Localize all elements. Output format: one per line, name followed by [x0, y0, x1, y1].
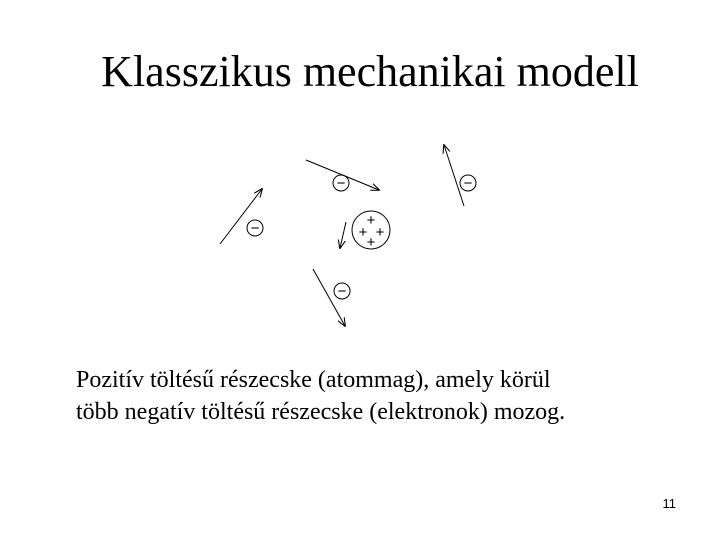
nucleus-plus-sign: + — [366, 212, 376, 229]
nucleus-motion-arrow — [340, 222, 346, 248]
electron-minus-sign: − — [336, 175, 346, 192]
electron-bottom — [313, 269, 350, 326]
caption-line: Pozitív töltésű részecske (atommag), amely körül — [76, 367, 551, 393]
electron-minus-sign: − — [337, 283, 347, 300]
electron-velocity-arrow — [444, 145, 464, 206]
nucleus-plus-sign: + — [358, 224, 368, 241]
nucleus-plus-sign: + — [375, 224, 385, 241]
nucleus — [340, 211, 390, 251]
caption — [76, 364, 696, 428]
electron-top-center — [306, 160, 379, 192]
electron-minus-sign: − — [250, 220, 260, 237]
electron-minus-sign: − — [463, 175, 473, 192]
page-number: 11 — [662, 496, 676, 511]
slide-title: Klasszikus mechanikai modell — [101, 47, 639, 96]
caption-line: több negatív töltésű részecske (elektronok) mozog. — [76, 399, 566, 425]
electron-top-right — [444, 145, 476, 206]
electron-left — [220, 189, 263, 244]
nucleus-plus-sign: + — [366, 234, 376, 251]
